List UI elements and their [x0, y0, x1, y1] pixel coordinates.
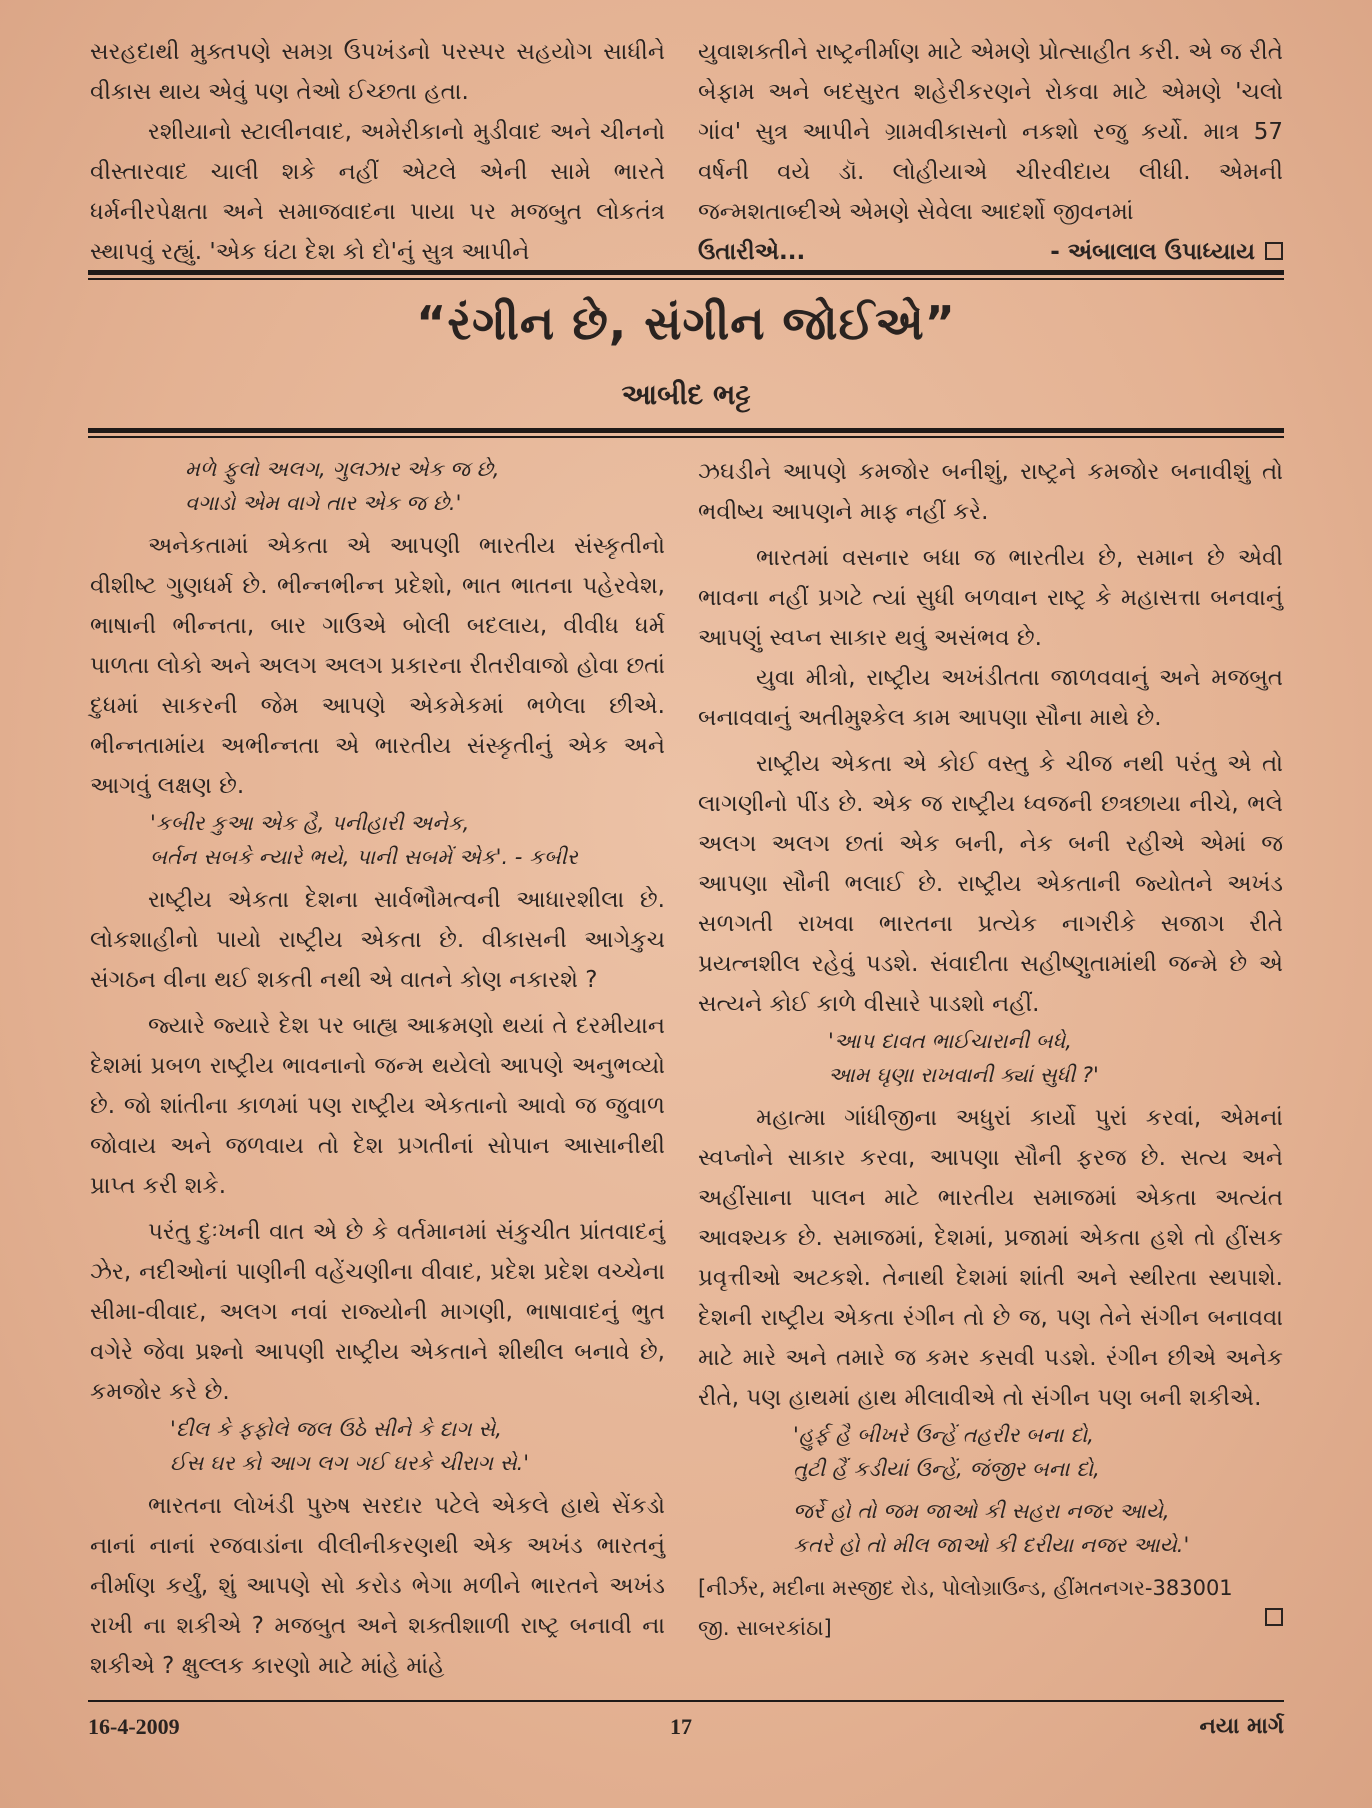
paragraph: અનેકતામાં એકતા એ આપણી ભારતીય સંસ્કૃતીનો વીશીષ્ટ ગુણધર્મ છે. ભીન્નભીન્ન પ્રદેશો, ભાત ભાતના પહેરવેશ, ભાષાની ભીન્નતા, બાર ગાઉએ બોલી બદલાય, વીવીધ ધર્મ પાળતા લોકો અને અલગ અલગ પ્રકારના રીતરીવાજો હોવા છતાં દુધમાં સાકરની જેમ આપણે એકમેકમાં ભળેલા છીએ. ભીન્નતામાંય અભીન્નતા એ ભારતીય સંસ્કૃતીનું એક અને આગવું લક્ષણ છે. — [90, 533, 665, 799]
verse-line: વગાડો એમ વાગે તાર એક જ છે.' — [185, 491, 462, 515]
paragraph: ભારતમાં વસનાર બધા જ ભારતીય છે, સમાન છે એવી ભાવના નહીં પ્રગટે ત્યાં સુધી બળવાન રાષ્ટ્ર કે મહાસત્તા બનવાનું આપણું સ્વપ્ન સાકાર થવું અસંભવ છે. — [698, 545, 1283, 651]
paragraph: મહાત્મા ગાંધીજીના અધુરાં કાર્યો પુરાં કરવાં, એમનાં સ્વપ્નોને સાકાર કરવા, આપણા સૌની ફરજ છે. સત્ય અને અહીંસાના પાલન માટે ભારતીય સમાજમાં એકતા અત્યંત આવશ્યક છે. સમાજમાં, દેશમાં, પ્રજામાં એકતા હશે તો હીંસક પ્રવૃત્તીઓ અટકશે. તેનાથી દેશમાં શાંતી અને સ્થીરતા સ્થપાશે. દેશની રાષ્ટ્રીય એકતા રંગીન તો છે જ, પણ તેને સંગીન બનાવવા માટે મારે અને તમારે જ કમર કસવી પડશે. રંગીન છીએ અનેક રીતે, પણ હાથમાં હાથ મીલાવીએ તો સંગીન પણ બની શકીએ. — [698, 1105, 1283, 1411]
paragraph: યુવાશક્તીને રાષ્ટ્રનીર્માણ માટે એમણે પ્રોત્સાહીત કરી. એ જ રીતે બેફામ અને બદસુરત શહેરીકરણને રોકવા માટે એમણે 'ચલો ગાંવ' સુત્ર આપીને ગ્રામવીકાસનો નકશો રજુ કર્યો. માત્ર 57 વર્ષની વયે ડૉ. લોહીયાએ ચીરવીદાય લીધી. એમની જન્મશતાબ્દીએ એમણે સેવેલા આદર્શો જીવનમાં — [698, 39, 1283, 225]
issue-date: 16-4-2009 — [88, 1714, 180, 1739]
paragraph: જ્યારે જ્યારે દેશ પર બાહ્ય આક્રમણો થયાં તે દરમીયાન દેશમાં પ્રબળ રાષ્ટ્રીય ભાવનાનો જન્મ થયેલો આપણે અનુભવ્યો છે. જો શાંતીના કાળમાં પણ રાષ્ટ્રીય એકતાનો આવો જ જુવાળ જોવાય અને જળવાય તો દેશ પ્રગતીનાં સોપાન આસાનીથી પ્રાપ્ત કરી શકે. — [90, 1013, 665, 1199]
verse-line: મળે ફુલો અલગ, ગુલઝાર એક જ છે, — [185, 457, 500, 481]
verse — [90, 806, 665, 874]
signature-line — [698, 232, 1283, 272]
divider — [88, 436, 1284, 438]
verse-line: બર્તન સબકે ન્યારે ભયે, પાની સબમેં એક'. - કબીર — [150, 845, 578, 869]
verse — [90, 1412, 665, 1480]
verse-line: કતરે હો તો મીલ જાઓ કી દરીયા નજર આયે.' — [793, 1533, 1190, 1557]
verse — [90, 452, 665, 520]
verse-line: જર્રે હો તો જમ જાઓ કી સહરા નજર આયે, — [793, 1499, 1170, 1523]
prev-article-left-column — [90, 32, 665, 272]
verse-line: તુટી હૈં કડીયાં ઉન્હેં, જંજીર બના દો, — [793, 1457, 1100, 1481]
verse — [698, 1418, 1283, 1562]
prev-article-right-column — [698, 32, 1283, 272]
author-address: [નીર્ઝર, મદીના મસ્જીદ રોડ, પોલોગ્રાઉન્ડ, હીંમતનગર-383001 — [698, 1576, 1233, 1600]
closing-text: ઉતારીએ... — [698, 239, 806, 265]
divider — [88, 428, 1284, 433]
verse — [698, 1024, 1283, 1092]
paragraph: ભારતના લોખંડી પુરુષ સરદાર પટેલે એકલે હાથે સેંકડો નાનાં નાનાં રજવાડાંના વીલીનીકરણથી એક અખંડ ભારતનું નીર્માણ કર્યું, શું આપણે સો કરોડ ભેગા મળીને ભારતને અખંડ રાખી ના શકીએ ? મજબુત અને શક્તીશાળી રાષ્ટ્ર બનાવી ના શકીએ ? ક્ષુલ્લક કારણો માટે માંહે માંહે — [90, 1493, 665, 1679]
article-author: આબીદ ભટ્ટ — [621, 378, 751, 411]
verse-line: 'કબીર કુઆ એક હૈ, પનીહારી અનેક, — [150, 811, 470, 835]
paragraph: યુવા મીત્રો, રાષ્ટ્રીય અખંડીતતા જાળવવાનું અને મજબુત બનાવવાનું અતીમુશ્કેલ કામ આપણા સૌના માથે છે. — [698, 665, 1283, 731]
verse-line: ઈસ ઘર કો આગ લગ ગઈ ઘરકે ચીરાગ સે.' — [170, 1451, 530, 1475]
article-left-column — [90, 452, 665, 1686]
verse-line: 'હુર્ફ હૈ બીખરે ઉન્હેં તહરીર બના દો, — [793, 1423, 1094, 1447]
verse-line: આમ ઘૃણા રાખવાની ક્યાં સુધી ?' — [828, 1063, 1099, 1087]
article-right-column — [698, 452, 1283, 1648]
author-address-district: જી. સાબરકાંઠા] — [698, 1616, 832, 1640]
end-mark-icon — [1265, 1608, 1283, 1626]
paragraph: સરહદાથી મુક્તપણે સમગ્ર ઉપખંડનો પરસ્પર સહયોગ સાધીને વીકાસ થાય એવું પણ તેઓ ઈચ્છતા હતા. — [90, 39, 665, 105]
footer-divider — [88, 1700, 1284, 1702]
divider — [88, 278, 1284, 280]
end-mark-icon — [1265, 242, 1283, 260]
address-line — [698, 1608, 1283, 1648]
page-number: 17 — [670, 1714, 692, 1739]
author-signature: - અંબાલાલ ઉપાધ્યાય — [1050, 239, 1255, 265]
verse-line: 'દીલ કે ફફોલે જલ ઉઠે સીને કે દાગ સે, — [170, 1417, 502, 1441]
verse-line: 'આપ દાવત ભાઈચારાની બધે, — [828, 1029, 1072, 1053]
paragraph: ઝઘડીને આપણે કમજોર બનીશું, રાષ્ટ્રને કમજોર બનાવીશું તો ભવીષ્ય આપણને માફ નહીં કરે. — [698, 459, 1283, 525]
magazine-name: નયા માર્ગ — [1199, 1714, 1284, 1739]
paragraph: રાષ્ટ્રીય એકતા દેશના સાર્વભૌમત્વની આધારશીલા છે. લોકશાહીનો પાયો રાષ્ટ્રીય એકતા છે. વીકાસની આગેકુચ સંગઠન વીના થઈ શકતી નથી એ વાતને કોણ નકારશે ? — [90, 887, 665, 993]
divider — [88, 270, 1284, 275]
paragraph: પરંતુ દુઃખની વાત એ છે કે વર્તમાનમાં સંકુચીત પ્રાંતવાદનું ઝેર, નદીઓનાં પાણીની વહેંચણીના વીવાદ, પ્રદેશ પ્રદેશ વચ્ચેના સીમા-વીવાદ, અલગ નવાં રાજ્યોની માગણી, ભાષાવાદનું ભુત વગેરે જેવા પ્રશ્નો આપણી રાષ્ટ્રીય એકતાને શીથીલ બનાવે છે, કમજોર કરે છે. — [90, 1219, 665, 1405]
paragraph: રાષ્ટ્રીય એકતા એ કોઈ વસ્તુ કે ચીજ નથી પરંતુ એ તો લાગણીનો પીંડ છે. એક જ રાષ્ટ્રીય ધ્વજની છત્રછાયા નીચે, ભલે અલગ અલગ છતાં એક બની, નેક બની રહીએ એમાં જ આપણા સૌની ભલાઈ છે. રાષ્ટ્રીય એકતાની જ્યોતને અખંડ સળગતી રાખવા ભારતના પ્રત્યેક નાગરીકે સજાગ રીતે પ્રયત્નશીલ રહેવું પડશે. સંવાદીતા સહીષ્ણુતામાંથી જન્મે છે એ સત્યને કોઈ કાળે વીસારે પાડશો નહીં. — [698, 751, 1283, 1017]
article-title: “રંગીન છે, સંગીન જોઈએ” — [416, 296, 956, 350]
paragraph: રશીયાનો સ્ટાલીનવાદ, અમેરીકાનો મુડીવાદ અને ચીનનો વીસ્તારવાદ ચાલી શકે નહીં એટલે એની સામે ભારતે ધર્મનીરપેક્ષતા અને સમાજવાદના પાયા પર મજબુત લોકતંત્ર સ્થાપવું રહ્યું. 'એક ઘંટા દેશ કો દો'નું સુત્ર આપીને — [90, 119, 665, 265]
